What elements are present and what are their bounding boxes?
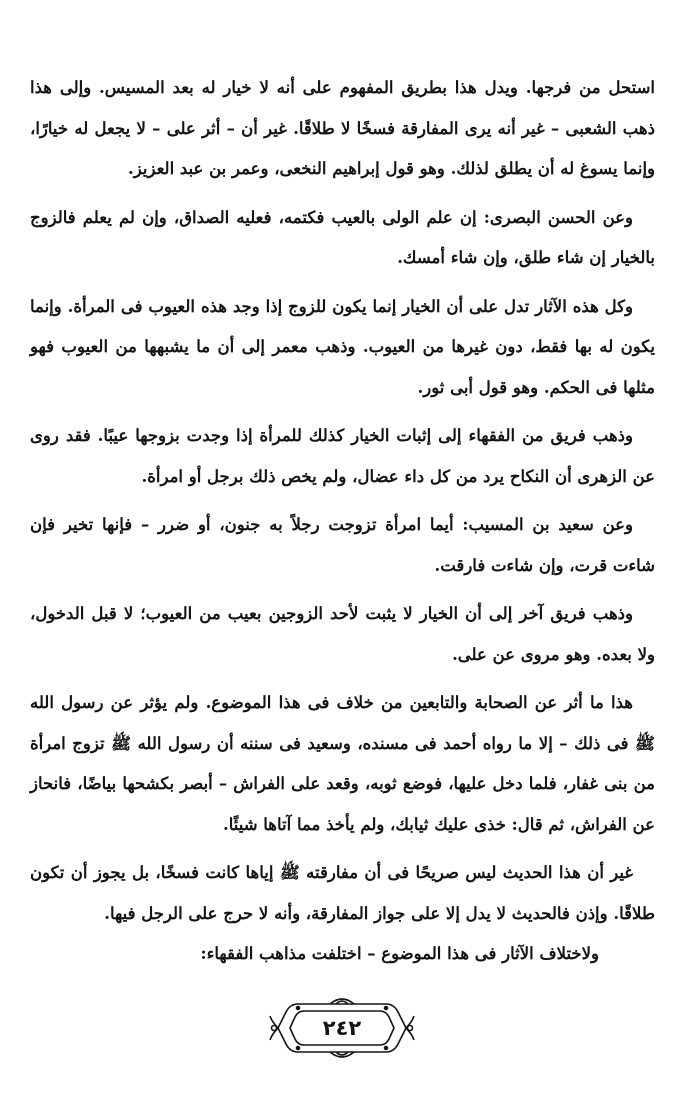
paragraph-9: ولاختلاف الآثار فى هذا الموضوع – اختلفت مذاهب الفقهاء: [200,944,599,963]
body-text [30,68,655,975]
paragraph-2: وعن الحسن البصرى: إن علم الولى بالعيب فكتمه، فعليه الصداق، وإن لم يعلم فالزوج بالخيار إن شاء طلق، وإن شاء أمسك. [30,207,655,267]
page-number: ٢٤٢ [322,1016,362,1040]
paragraph-1: استحل من فرجها. ويدل هذا بطريق المفهوم على أنه لا خيار له بعد المسيس. وإلى هذا ذهب الشعبى – غير أنه يرى المفارقة فسخًا لا طلاقًا. غير أن – أثر على – لا يجعل له خيارًا، وإنما يسوغ له أن يطلق لذلك. وهو قول إبراهيم النخعى، وعمر بن عبد العزيز. [30,78,655,178]
paragraph-5: وعن سعيد بن المسيب: أيما امرأة تزوجت رجلاً به جنون، أو ضرر – فإنها تخير فإن شاءت قرت، وإن شاءت فارقت. [30,515,655,575]
paragraph-6: وذهب فريق آخر إلى أن الخيار لا يثبت لأحد الزوجين بعيب من العيوب؛ لا قبل الدخول، ولا بعده. وهو مروى عن على. [30,604,655,664]
paragraph-7: هذا ما أثر عن الصحابة والتابعين من خلاف فى هذا الموضوع. ولم يؤثر عن رسول الله ﷺ فى ذلك – إلا ما رواه أحمد فى مسنده، وسعيد فى سننه أن رسول الله ﷺ تزوج امرأة من بنى غفار، فلما دخل عليها، فوضع ثوبه، وقعد على الفراش – أبصر بكشحها بياضًا، فانحاز عن الفراش، ثم قال: خذى عليك ثيابك، ولم يأخذ مما آتاها شيئًا. [30,693,655,834]
paragraph-3: وكل هذه الآثار تدل على أن الخيار إنما يكون للزوج إذا وجد هذه العيوب فى المرأة. وإنما يكون له بها فقط، دون غيرها من العيوب. وذهب معمر إلى أن ما يشبهها من العيوب فهو مثلها فى الحكم. وهو قول أبى ثور. [30,296,655,397]
paragraph-4: وذهب فريق من الفقهاء إلى إثبات الخيار كذلك للمرأة إذا وجدت بزوجها عيبًا. فقد روى عن الزهرى أن النكاح يرد من كل داء عضال، ولم يخص ذلك برجل أو امرأة. [30,426,655,486]
paragraph-8: غير أن هذا الحديث ليس صريحًا فى أن مفارقته ﷺ إياها كانت فسخًا، بل يجوز أن تكون طلاقًا. وإذن فالحديث لا يدل إلا على جواز المفارقة، وأنه لا حرج على الرجل فيها. [30,863,655,923]
